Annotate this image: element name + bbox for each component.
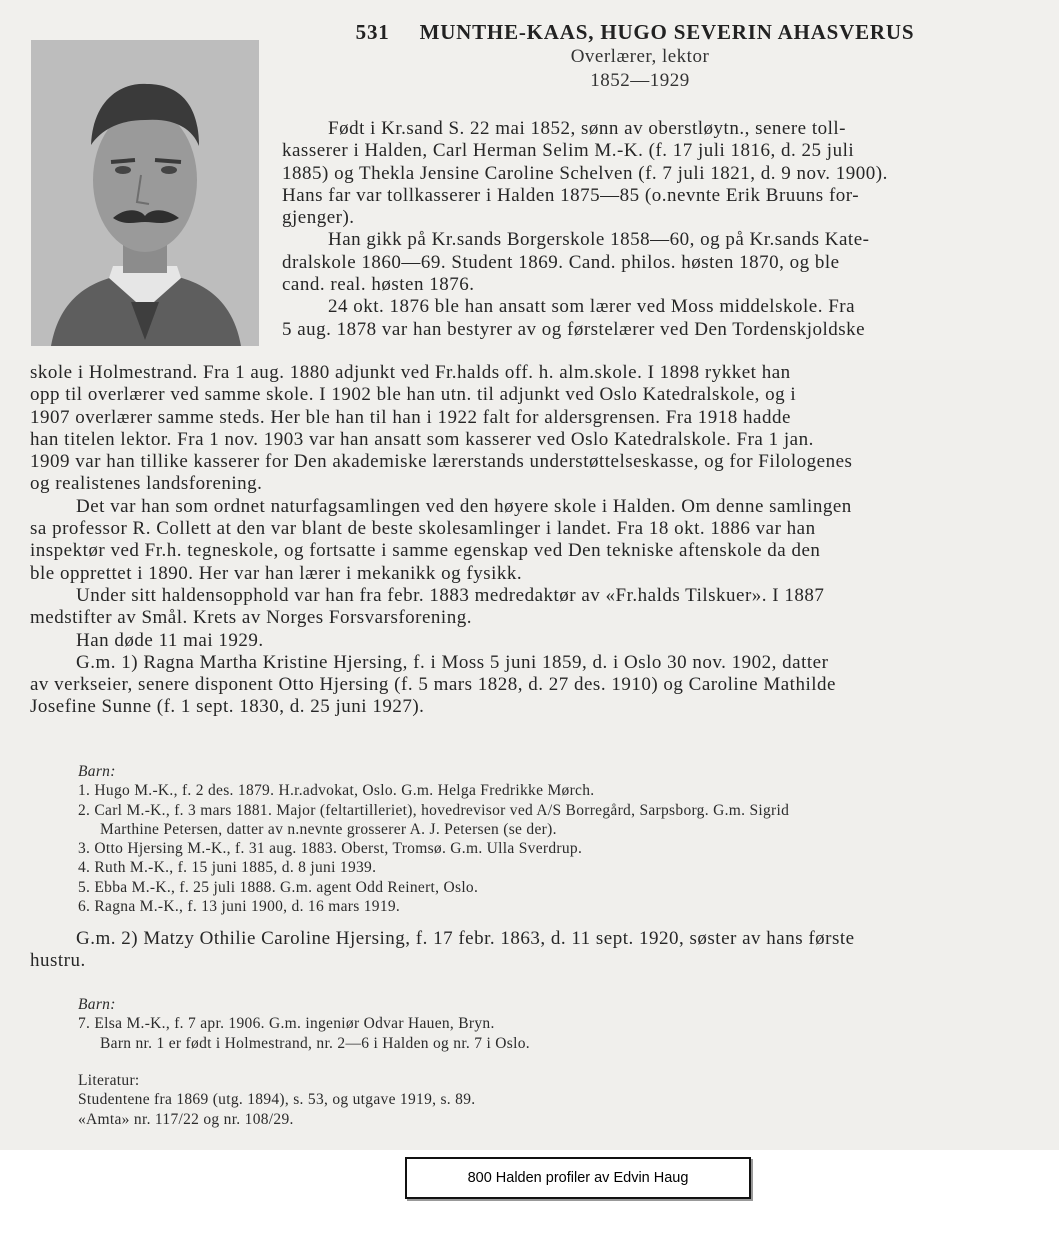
bio-line: Han døde 11 mai 1929. xyxy=(76,629,264,651)
bio-line: cand. real. høsten 1876. xyxy=(282,274,475,296)
bio-line: ble opprettet i 1890. Her var han lærer i mekanikk og fysikk. xyxy=(30,562,523,584)
bio-line: Josefine Sunne (f. 1 sept. 1830, d. 25 juni 1927). xyxy=(30,696,425,718)
bio-line: dralskole 1860—69. Student 1869. Cand. philos. høsten 1870, og ble xyxy=(282,251,840,273)
child-entry: Marthine Petersen, datter av n.nevnte grosserer A. J. Petersen (se der). xyxy=(100,820,557,838)
entry-header xyxy=(300,20,940,93)
entry-occupation: Overlærer, lektor xyxy=(570,46,710,67)
source-caption xyxy=(405,1157,751,1199)
child-entry: 6. Ragna M.-K., f. 13 juni 1900, d. 16 mars 1919. xyxy=(78,898,401,916)
bio-line: 24 okt. 1876 ble han ansatt som lærer ved Moss middelskole. Fra xyxy=(328,296,856,318)
child-entry: 5. Ebba M.-K., f. 25 juli 1888. G.m. agent Odd Reinert, Oslo. xyxy=(78,878,479,896)
bio-line: Han gikk på Kr.sands Borgerskole 1858—60, og på Kr.sands Kate- xyxy=(328,229,870,251)
marriage-line: G.m. 2) Matzy Othilie Caroline Hjersing, f. 17 febr. 1863, d. 11 sept. 1920, søster av hans første xyxy=(76,928,855,949)
entry-name: MUNTHE-KAAS, HUGO SEVERIN AHASVERUS xyxy=(419,20,915,44)
bio-line: G.m. 1) Ragna Martha Kristine Hjersing, f. i Moss 5 juni 1859, d. i Oslo 30 nov. 1902, datter xyxy=(76,651,829,673)
children-heading: Barn: xyxy=(78,763,116,780)
bio-line: 5 aug. 1878 var han bestyrer av og førstelærer ved Den Tordenskjoldske xyxy=(282,318,866,340)
bio-line: opp til overlærer ved samme skole. I 1902 ble han utn. til adjunkt ved Oslo Katedralskole, og i xyxy=(30,384,797,406)
child-entry: 2. Carl M.-K., f. 3 mars 1881. Major (feltartilleriet), hovedrevisor ved A/S Borregård, Sarpsborg. G.m. Sigrid xyxy=(78,801,790,819)
bio-line: Hans far var tollkasserer i Halden 1875—85 (o.nevnte Erik Bruuns for- xyxy=(282,184,860,206)
child-entry: 3. Otto Hjersing M.-K., f. 31 aug. 1883. Oberst, Tromsø. G.m. Ulla Sverdrup. xyxy=(78,840,583,858)
child-entry: 7. Elsa M.-K., f. 7 apr. 1906. G.m. ingeniør Odvar Hauen, Bryn. xyxy=(78,1015,495,1033)
bio-line: sa professor R. Collett at den var blant de beste skolesamlinger i landet. Fra 18 okt. 1886 var han xyxy=(30,518,816,540)
bio-line: gjenger). xyxy=(282,207,355,229)
entry-heading xyxy=(330,20,940,45)
child-entry: 1. Hugo M.-K., f. 2 des. 1879. H.r.advokat, Oslo. G.m. Helga Fredrikke Mørch. xyxy=(78,782,595,800)
bio-line: han titelen lektor. Fra 1 nov. 1903 var han ansatt som kasserer ved Oslo Katedralskole. Fra 1 jan. xyxy=(30,428,814,450)
source-caption-text: 800 Halden profiler av Edvin Haug xyxy=(467,1170,689,1186)
children-heading: Barn: xyxy=(78,996,116,1013)
bio-line: 1907 overlærer samme steds. Her ble han til han i 1922 falt for aldersgrensen. Fra 1918 hadde xyxy=(30,406,791,428)
bio-line: inspektør ved Fr.h. tegneskole, og fortsatte i samme egenskap ved Den tekniske aftenskole da den xyxy=(30,540,821,562)
child-entry: 4. Ruth M.-K., f. 15 juni 1885, d. 8 juni 1939. xyxy=(78,859,377,877)
literature-entry: «Amta» nr. 117/22 og nr. 108/29. xyxy=(78,1110,294,1128)
bio-line: medstifter av Smål. Krets av Norges Forsvarsforening. xyxy=(30,607,472,629)
bio-line: 1885) og Thekla Jensine Caroline Schelven (f. 7 juli 1821, d. 9 nov. 1900). xyxy=(282,162,888,184)
marriage-line: hustru. xyxy=(30,950,86,972)
bio-line: 1909 var han tillike kasserer for Den akademiske lærerstands understøttelseskasse, og for Filologenes xyxy=(30,451,853,473)
bio-line: og realistenes landsforening. xyxy=(30,473,263,495)
children-list-1 xyxy=(78,762,1028,916)
entry-years: 1852—1929 xyxy=(590,70,690,91)
bio-line: Født i Kr.sand S. 22 mai 1852, sønn av oberstløytn., senere toll- xyxy=(328,118,847,139)
bio-line: av verkseier, senere disponent Otto Hjersing (f. 5 mars 1828, d. 27 des. 1910) og Caroline Mathilde xyxy=(30,674,836,696)
literature-entry: Studentene fra 1869 (utg. 1894), s. 53, og utgave 1919, s. 89. xyxy=(78,1091,476,1109)
child-entry: Barn nr. 1 er født i Holmestrand, nr. 2—6 i Halden og nr. 7 i Oslo. xyxy=(100,1034,530,1052)
biography-top xyxy=(282,118,1019,341)
bio-line: skole i Holmestrand. Fra 1 aug. 1880 adjunkt ved Fr.halds off. h. alm.skole. I 1898 rykket han xyxy=(30,362,791,383)
portrait-icon xyxy=(31,40,259,346)
children-list-2 xyxy=(78,995,978,1053)
bio-line: kasserer i Halden, Carl Herman Selim M.-K. (f. 17 juli 1816, d. 25 juli xyxy=(282,140,855,162)
entry-number: 531 xyxy=(355,20,390,44)
bio-line: Det var han som ordnet naturfagsamlingen ved den høyere skole i Halden. Om denne samlingen xyxy=(76,495,852,517)
bio-line: Under sitt haldensopphold var han fra febr. 1883 medredaktør av «Fr.halds Tilskuer». I 1887 xyxy=(76,584,825,606)
second-marriage xyxy=(30,928,1025,973)
literature-heading: Literatur: xyxy=(78,1072,140,1089)
biography-main xyxy=(30,362,1025,719)
portrait-photo xyxy=(31,40,259,346)
literature-section xyxy=(78,1071,978,1129)
